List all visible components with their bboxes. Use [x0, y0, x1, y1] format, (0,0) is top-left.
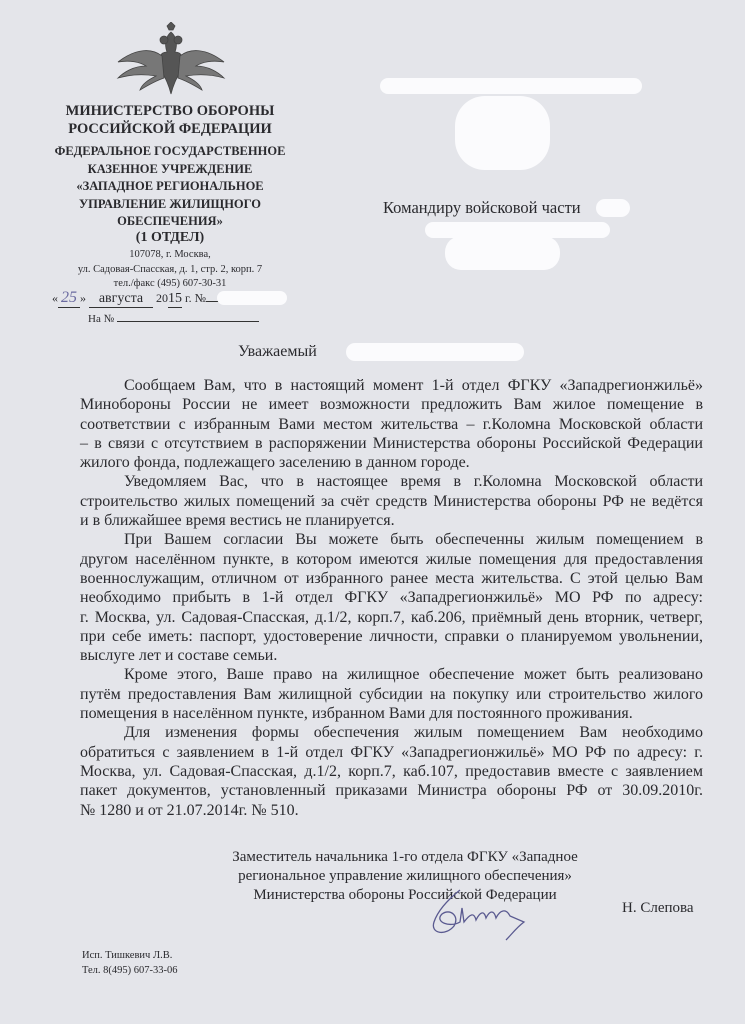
- redaction: [455, 96, 550, 170]
- institution-line: КАЗЕННОЕ УЧРЕЖДЕНИЕ: [87, 161, 253, 176]
- signatory-title-line: региональное управление жилищного обеспечения»: [238, 868, 572, 884]
- executor-phone: Тел. 8(495) 607-33-06: [82, 965, 178, 976]
- body-line: помещения в населённом пункте, избранном Вами для постоянного проживания.: [80, 705, 633, 723]
- body-line: необходимо прибыть в 1-й отдел ФГКУ «Западрегионжильё» МО РФ по адресу:: [80, 589, 703, 607]
- date-month: августа: [89, 291, 153, 308]
- address-line: 107078, г. Москва,: [129, 249, 211, 260]
- body-line: Сообщаем Вам, что в настоящий момент 1-й отдел ФГКУ «Западрегионжильё»: [124, 377, 703, 394]
- body-line: и в ближайшее время вестись не планируется.: [80, 512, 395, 530]
- body-line: соответствии с избранным Вами местом жительства – г.Коломна Московской области: [80, 415, 703, 433]
- ministry-line: МИНИСТЕРСТВО ОБОРОНЫ: [65, 103, 275, 119]
- signatory-title-line: Министерства обороны Российской Федерации: [253, 887, 557, 903]
- body-line: при себе иметь: паспорт, удостоверение личности, справки о планируемом увольнении,: [80, 627, 703, 645]
- body-paragraph: [80, 472, 703, 530]
- institution-heading: [40, 143, 300, 231]
- department-label: (1 ОТДЕЛ): [135, 230, 205, 245]
- letter-date: « 25 » августа 2015 г. №: [52, 289, 284, 308]
- body-line: Москва, ул. Садовая-Спасская, д.1/2, корп.7, каб.107, предоставив вместе с заявлением: [80, 762, 703, 780]
- institution-line: ОБЕСПЕЧЕНИЯ»: [117, 214, 223, 228]
- body-line: другом населённом пункте, в котором имеются жилые помещения для предоставления: [80, 550, 703, 568]
- redaction: [217, 291, 287, 305]
- body-line: Уведомляем Вас, что в настоящее время в г.Коломна Московской области: [124, 473, 703, 491]
- reference-number: [88, 313, 259, 325]
- body-line: – в связи с отсутствием в распоряжении Министерства обороны Российской Федерации: [80, 434, 703, 452]
- body-line: военнослужащим, отличном от избранного ранее места жительства. С этой целью Вам: [80, 569, 703, 587]
- body-line: строительство жилых помещений за счёт средств Министерства обороны РФ не ведётся: [80, 492, 703, 510]
- reference-label: На №: [88, 313, 115, 325]
- body-paragraph: [80, 530, 703, 665]
- institution-line: УПРАВЛЕНИЕ ЖИЛИЩНОГО: [78, 196, 262, 211]
- handwritten-signature: [420, 888, 540, 950]
- addressee: Командиру войсковой части: [383, 198, 581, 217]
- redaction: [596, 199, 630, 217]
- date-year-prefix: 20: [156, 291, 168, 305]
- date-day: 25: [58, 289, 80, 308]
- body-paragraph: [80, 665, 703, 723]
- body-line: г. Москва, ул. Садовая-Спасская, д.1/2, корп.7, каб.206, приёмный день вторник, четверг,: [80, 608, 703, 626]
- body-line: № 1280 и от 21.07.2014г. № 510.: [80, 801, 299, 819]
- letter-body: [80, 376, 703, 820]
- phone-fax-line: тел./факс (495) 607-30-31: [113, 278, 227, 289]
- body-line: путём предоставления Вам жилищной субсидии на покупку или строительство жилого: [80, 685, 703, 703]
- date-year-suffix: 15: [168, 291, 182, 306]
- date-number-label: г. №: [185, 291, 207, 305]
- ministry-line: РОССИЙСКОЙ ФЕДЕРАЦИИ: [68, 121, 272, 137]
- signatory-title: [170, 848, 640, 905]
- body-line: жилого фонда, подлежащего заселению в данном городе.: [80, 454, 470, 472]
- reference-field: [117, 321, 259, 322]
- address-line: ул. Садовая-Спасская, д. 1, стр. 2, корп. 7: [77, 263, 263, 275]
- redaction: [380, 78, 642, 94]
- redaction: [445, 236, 560, 270]
- signatory-title-line: Заместитель начальника 1-го отдела ФГКУ «Западное: [232, 849, 578, 865]
- letterhead-address: [40, 248, 300, 292]
- body-line: обратиться с заявлением в 1-й отдел ФГКУ «Западрегионжильё» МО РФ по адресу: г.: [80, 743, 703, 761]
- signatory-name: Н. Слепова: [622, 900, 694, 916]
- executor-name: Исп. Тишкевич Л.В.: [82, 950, 173, 961]
- body-line: Кроме этого, Ваше право на жилищное обеспечение может быть реализовано: [124, 666, 703, 684]
- executor-info: [82, 948, 178, 978]
- body-line: Минобороны России не имеет возможности предложить Вам жилое помещение в: [80, 396, 703, 414]
- institution-line: ФЕДЕРАЛЬНОЕ ГОСУДАРСТВЕННОЕ: [54, 144, 286, 158]
- double-headed-eagle-emblem-icon: [112, 22, 230, 100]
- body-line: пакет документов, установленный приказами Министра обороны РФ от 30.09.2010г.: [80, 782, 703, 800]
- body-paragraph: [80, 376, 703, 472]
- body-line: Для изменения формы обеспечения жилым помещением Вам необходимо: [124, 724, 703, 742]
- body-paragraph: [80, 723, 703, 819]
- ministry-heading: [40, 102, 300, 138]
- institution-line: «ЗАПАДНОЕ РЕГИОНАЛЬНОЕ: [76, 179, 264, 193]
- body-line: При Вашем согласии Вы можете быть обеспеченны жилым помещением в: [124, 531, 703, 549]
- greeting: Уважаемый: [238, 343, 317, 360]
- body-line: выслуге лет и составе семьи.: [80, 647, 278, 665]
